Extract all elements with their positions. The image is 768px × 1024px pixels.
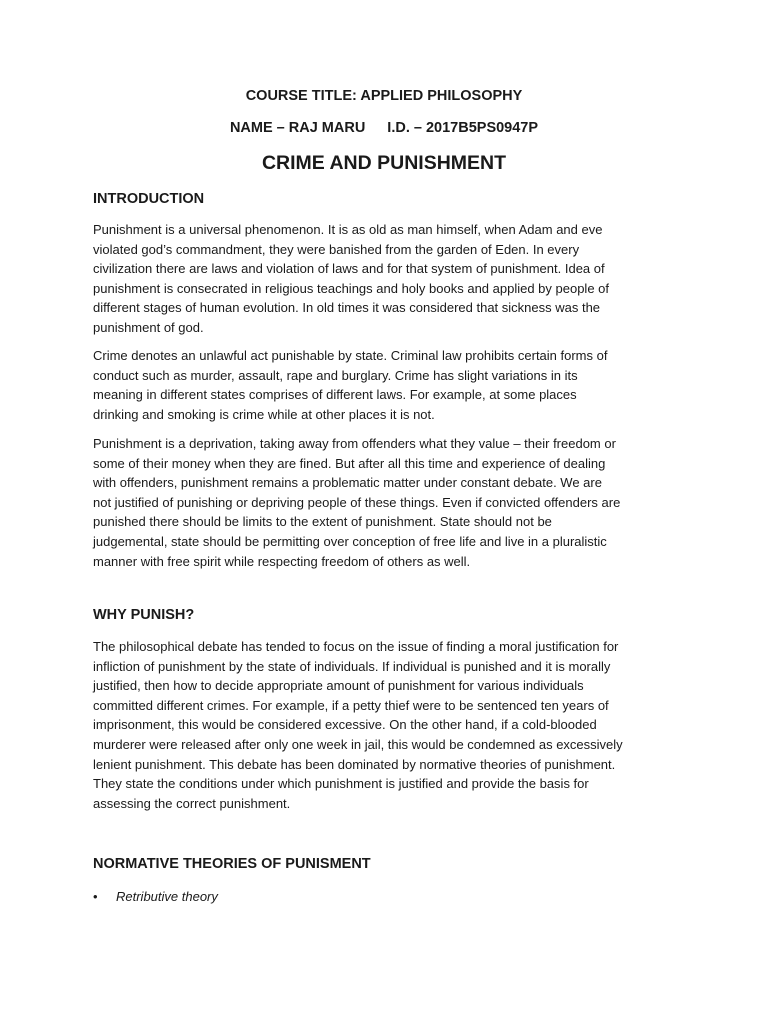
text-line: not justified of punishing or depriving people of these things. Even if convicted offenders are: [93, 494, 621, 510]
text-line: Crime denotes an unlawful act punishable by state. Criminal law prohibits certain forms of: [93, 348, 608, 363]
text-line: different stages of human evolution. In old times it was considered that sickness was the: [93, 300, 601, 316]
text-line: assessing the correct punishment.: [93, 795, 291, 811]
bullet-icon: •: [93, 889, 98, 904]
text-line: Punishment is a deprivation, taking away from offenders what they value – their freedom or: [93, 436, 616, 451]
text-line: The philosophical debate has tended to focus on the issue of finding a moral justification for: [93, 639, 619, 654]
text-line: justified, then how to decide appropriate amount of punishment for various individuals: [93, 678, 584, 694]
student-id: I.D. – 2017B5PS0947P: [387, 120, 539, 136]
text-line: civilization there are laws and violation of laws and for that system of punishment. Idea of: [93, 261, 605, 277]
text-line: meaning in different states comprises of different laws. For example, at some places: [93, 387, 577, 403]
student-info: [0, 120, 768, 136]
student-name: NAME – RAJ MARU: [229, 120, 366, 136]
text-line: punishment of god.: [93, 319, 204, 335]
text-line: They state the conditions under which punishment is justified and provide the basis for: [93, 776, 589, 792]
text-line: with offenders, punishment remains a problematic matter under constant debate. We are: [93, 475, 602, 491]
intro-paragraph-2: [93, 346, 683, 424]
text-line: punishment is consecrated in religious teachings and holy books and applied by people of: [93, 280, 610, 296]
course-title: COURSE TITLE: APPLIED PHILOSOPHY: [245, 88, 523, 104]
text-line: imprisonment, this would be considered excessive. On the other hand, if a cold-blooded: [93, 717, 597, 733]
text-line: some of their money when they are fined. But after all this time and experience of dealing: [93, 455, 606, 471]
section-heading-introduction: INTRODUCTION: [93, 191, 205, 207]
text-line: murderer were released after only one week in jail, this would be condemned as excessively: [93, 736, 623, 752]
text-line: Punishment is a universal phenomenon. It is as old as man himself, when Adam and eve: [93, 222, 603, 237]
intro-paragraph-1: [93, 220, 683, 338]
text-line: punished there should be limits to the extent of punishment. State should not be: [93, 514, 552, 530]
text-line: manner with free spirit while respecting freedom of others as well.: [93, 553, 471, 569]
document-title: CRIME AND PUNISHMENT: [261, 152, 507, 174]
text-line: infliction of punishment by the state of individuals. If individual is punished and it is morally: [93, 658, 611, 674]
text-line: lenient punishment. This debate has been dominated by normative theories of punishment.: [93, 756, 616, 772]
why-punish-paragraph: [93, 637, 683, 813]
text-line: violated god’s commandment, they were banished from the garden of Eden. In every: [93, 241, 580, 257]
text-line: drinking and smoking is crime while at other places it is not.: [93, 406, 435, 422]
section-heading-normative-theories: NORMATIVE THEORIES OF PUNISMENT: [93, 856, 371, 872]
intro-paragraph-3: [93, 434, 683, 571]
text-line: committed different crimes. For example, if a petty thief were to be sentenced ten years of: [93, 697, 609, 713]
text-line: judgemental, state should be permitting over conception of free life and live in a pluralistic: [93, 533, 607, 549]
list-item: [93, 887, 218, 906]
section-heading-why-punish: WHY PUNISH?: [93, 607, 195, 623]
text-line: conduct such as murder, assault, rape and burglary. Crime has slight variations in its: [93, 367, 578, 383]
list-item-text: Retributive theory: [116, 889, 218, 904]
